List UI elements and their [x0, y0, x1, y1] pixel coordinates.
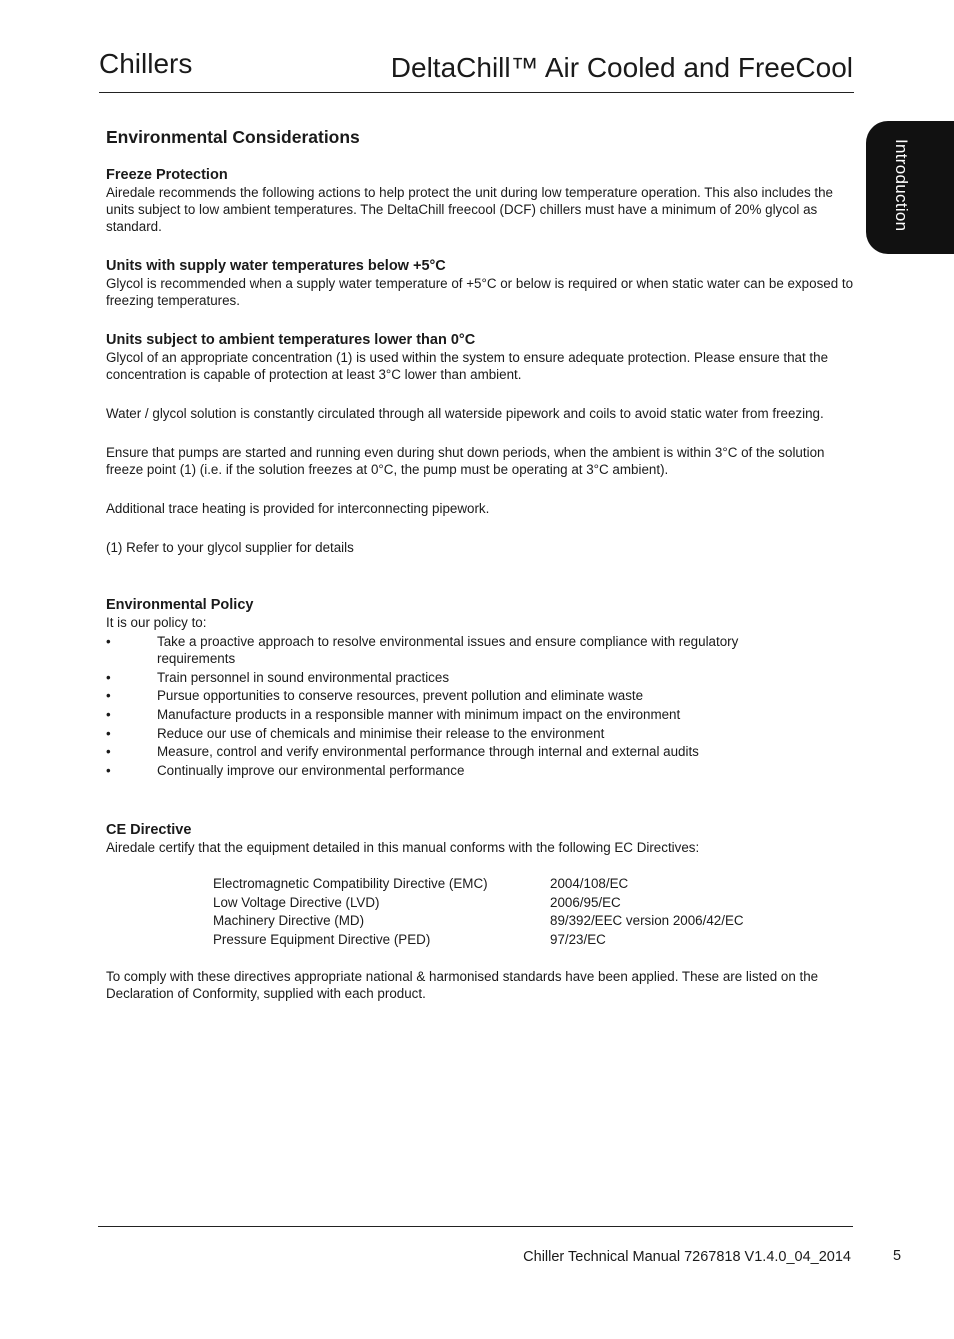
list-item: • Continually improve our environmental performance — [106, 763, 465, 779]
directives-table — [213, 875, 744, 950]
ce-directive-outro: To comply with these directives appropriate national & harmonised standards have been applied. These are listed on the Declaration of Conformity, supplied with each product. — [106, 968, 819, 1001]
page-content — [106, 126, 854, 1002]
bullet: • — [106, 763, 111, 779]
section-title: Environmental Considerations — [106, 127, 360, 147]
supply-water-heading: Units with supply water temperatures below +5°C — [106, 258, 446, 274]
directive-code: 2004/108/EC — [550, 875, 629, 891]
directive-name: Pressure Equipment Directive (PED) — [213, 931, 431, 947]
header-right-title: DeltaChill™ Air Cooled and FreeCool — [390, 52, 853, 83]
header-left-title: Chillers — [99, 48, 193, 79]
freeze-protection-heading: Freeze Protection — [106, 167, 228, 183]
list-item: • Take a proactive approach to resolve environmental issues and ensure compliance with regulatory requirements — [106, 634, 739, 666]
glycol-footnote: (1) Refer to your glycol supplier for details — [106, 540, 354, 555]
directive-code: 2006/95/EC — [550, 894, 621, 910]
footer-rule — [98, 1226, 853, 1227]
list-item: • Reduce our use of chemicals and minimise their release to the environment — [106, 725, 605, 741]
directive-code: 97/23/EC — [550, 931, 606, 947]
list-item: • Pursue opportunities to conserve resources, prevent pollution and eliminate waste — [106, 688, 644, 704]
page-number: 5 — [893, 1248, 902, 1264]
ambient-heading: Units subject to ambient temperatures lower than 0°C — [106, 332, 476, 348]
directive-name: Electromagnetic Compatibility Directive (EMC) — [213, 875, 488, 891]
freeze-protection-body: Airedale recommends the following actions to help protect the unit during low temperature operation. This also includes the units subject to low ambient temperatures. The DeltaChill freecool (DCF) chillers must have a minimum of 20% glycol as standard. — [106, 185, 833, 234]
header-rule — [99, 92, 854, 93]
directive-name: Machinery Directive (MD) — [213, 913, 365, 929]
bullet: • — [106, 634, 111, 649]
bullet: • — [106, 744, 111, 760]
list-item: • Manufacture products in a responsible manner with minimum impact on the environment — [106, 707, 681, 723]
table-row — [213, 875, 744, 894]
list-item: • Train personnel in sound environmental practices — [106, 669, 450, 685]
environmental-policy-heading: Environmental Policy — [106, 597, 254, 613]
table-row — [213, 912, 744, 931]
bullet: • — [106, 725, 111, 741]
ce-directive-heading: CE Directive — [106, 821, 192, 838]
bullet: • — [106, 688, 111, 704]
table-row — [213, 931, 744, 950]
directive-code: 89/392/EEC version 2006/42/EC — [550, 913, 744, 929]
ambient-paragraph-4: Additional trace heating is provided for interconnecting pipework. — [106, 501, 490, 516]
environmental-policy-intro: It is our policy to: — [106, 615, 207, 630]
table-row — [213, 894, 744, 913]
ce-directive-intro: Airedale certify that the equipment detailed in this manual conforms with the following EC Directives: — [106, 839, 700, 855]
bullet: • — [106, 707, 111, 723]
supply-water-body: Glycol is recommended when a supply water temperature of +5°C or below is required or when static water can be exposed to freezing temperatures. — [106, 276, 854, 308]
ambient-paragraph-2: Water / glycol solution is constantly circulated through all waterside pipework and coils to avoid static water from freezing. — [106, 406, 824, 421]
section-tab-label: Introduction — [892, 139, 911, 232]
list-item: • Measure, control and verify environmental performance through internal and external audits — [106, 744, 699, 760]
footer-manual-reference: Chiller Technical Manual 7267818 V1.4.0_04_2014 — [523, 1249, 851, 1265]
environmental-policy-list — [106, 633, 854, 779]
ambient-paragraph-1: Glycol of an appropriate concentration (1) is used within the system to ensure adequate protection. Please ensure that the concentration is capable of protection at least 3°C lower than ambient. — [106, 350, 829, 382]
bullet: • — [106, 669, 111, 685]
directive-name: Low Voltage Directive (LVD) — [213, 894, 380, 910]
ambient-paragraph-3: Ensure that pumps are started and running even during shut down periods, when the ambient is within 3°C of the solution freeze point (1) (i.e. if the solution freezes at 0°C, the pump must be operating at 3°C ambient). — [106, 445, 825, 477]
